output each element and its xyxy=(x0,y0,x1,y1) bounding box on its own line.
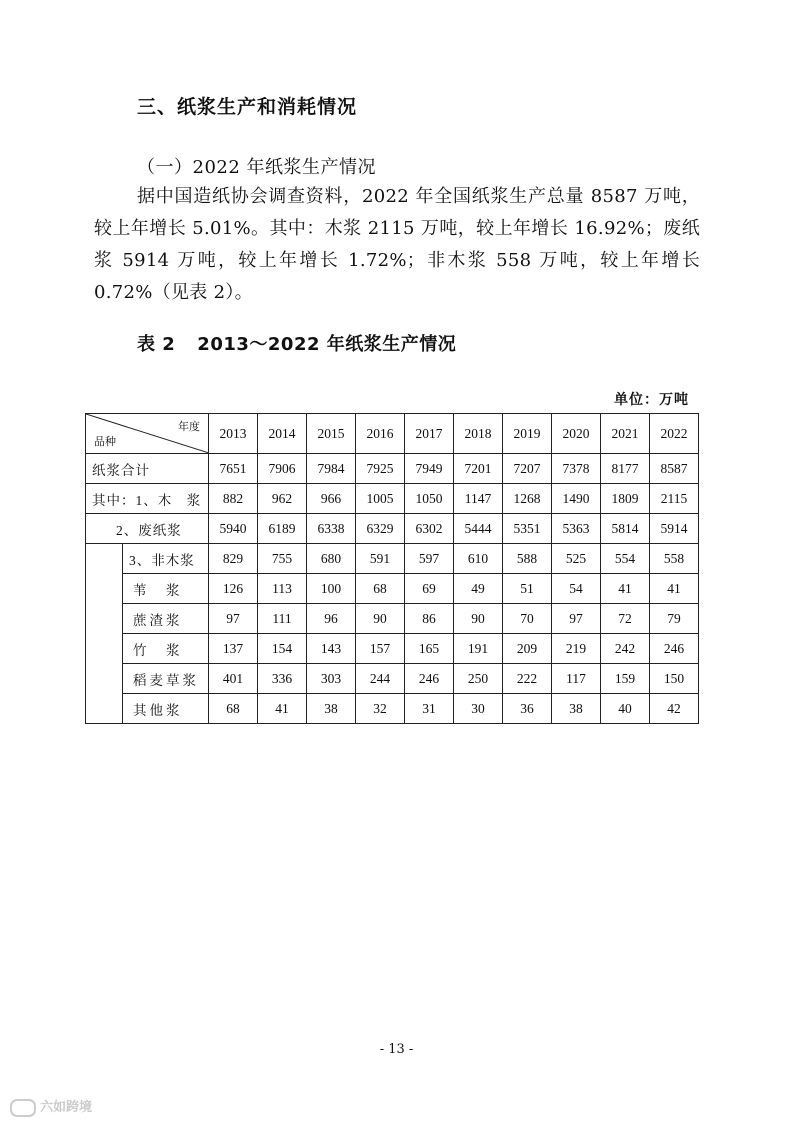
year-header-cell: 2022 xyxy=(650,414,699,454)
row-label-cell: 蔗渣浆 xyxy=(123,604,209,634)
header-kind-label: 品种 xyxy=(94,435,116,448)
table-row xyxy=(86,544,699,574)
value-cell: 31 xyxy=(405,694,454,724)
value-cell: 610 xyxy=(454,544,503,574)
value-cell: 554 xyxy=(601,544,650,574)
value-cell: 86 xyxy=(405,604,454,634)
year-header-cell: 2017 xyxy=(405,414,454,454)
value-cell: 100 xyxy=(307,574,356,604)
value-cell: 143 xyxy=(307,634,356,664)
value-cell: 6302 xyxy=(405,514,454,544)
value-cell: 1809 xyxy=(601,484,650,514)
value-cell: 90 xyxy=(356,604,405,634)
value-cell: 40 xyxy=(601,694,650,724)
value-cell: 96 xyxy=(307,604,356,634)
value-cell: 38 xyxy=(307,694,356,724)
value-cell: 597 xyxy=(405,544,454,574)
value-cell: 2115 xyxy=(650,484,699,514)
value-cell: 126 xyxy=(209,574,258,604)
value-cell: 42 xyxy=(650,694,699,724)
value-cell: 51 xyxy=(503,574,552,604)
table-row xyxy=(86,574,699,604)
value-cell: 7201 xyxy=(454,454,503,484)
value-cell: 32 xyxy=(356,694,405,724)
watermark-logo-icon xyxy=(10,1099,36,1117)
year-header-cell: 2013 xyxy=(209,414,258,454)
value-cell: 36 xyxy=(503,694,552,724)
row-label-cell: 2、废纸浆 xyxy=(86,514,209,544)
indent-cell xyxy=(86,664,123,694)
value-cell: 68 xyxy=(356,574,405,604)
value-cell: 150 xyxy=(650,664,699,694)
value-cell: 7949 xyxy=(405,454,454,484)
table-row xyxy=(86,484,699,514)
value-cell: 5940 xyxy=(209,514,258,544)
value-cell: 165 xyxy=(405,634,454,664)
value-cell: 113 xyxy=(258,574,307,604)
value-cell: 829 xyxy=(209,544,258,574)
value-cell: 157 xyxy=(356,634,405,664)
value-cell: 966 xyxy=(307,484,356,514)
value-cell: 7378 xyxy=(552,454,601,484)
value-cell: 154 xyxy=(258,634,307,664)
value-cell: 137 xyxy=(209,634,258,664)
value-cell: 117 xyxy=(552,664,601,694)
header-corner-cell xyxy=(86,414,209,454)
subsection-heading: （一）2022 年纸浆生产情况 xyxy=(137,157,377,178)
year-header-cell: 2019 xyxy=(503,414,552,454)
body-paragraph: 据中国造纸协会调查资料，2022 年全国纸浆生产总量 8587 万吨，较上年增长 5.01%。其中：木浆 2115 万吨，较上年增长 16.92%；废纸浆 5914 万吨，较上年增长 1.72%；非木浆 558 万吨，较上年增长 0.72%（见表 2）。 xyxy=(94,186,700,303)
year-header-cell: 2014 xyxy=(258,414,307,454)
value-cell: 5914 xyxy=(650,514,699,544)
table-header-row xyxy=(86,414,699,454)
value-cell: 72 xyxy=(601,604,650,634)
table-row xyxy=(86,694,699,724)
row-label-cell: 纸浆合计 xyxy=(86,454,209,484)
table-row xyxy=(86,514,699,544)
value-cell: 5444 xyxy=(454,514,503,544)
value-cell: 30 xyxy=(454,694,503,724)
value-cell: 336 xyxy=(258,664,307,694)
pulp-production-table xyxy=(85,413,699,724)
value-cell: 41 xyxy=(650,574,699,604)
value-cell: 219 xyxy=(552,634,601,664)
page-number: - 13 - xyxy=(379,1042,414,1057)
row-label-cell: 稻麦草浆 xyxy=(123,664,209,694)
value-cell: 54 xyxy=(552,574,601,604)
value-cell: 8587 xyxy=(650,454,699,484)
indent-cell xyxy=(86,604,123,634)
value-cell: 558 xyxy=(650,544,699,574)
value-cell: 246 xyxy=(405,664,454,694)
value-cell: 5351 xyxy=(503,514,552,544)
table-row xyxy=(86,604,699,634)
value-cell: 591 xyxy=(356,544,405,574)
table-unit: 单位：万吨 xyxy=(614,392,689,408)
year-header-cell: 2020 xyxy=(552,414,601,454)
header-year-label: 年度 xyxy=(178,420,200,433)
row-label-cell: 其中：1、木 浆 xyxy=(86,484,209,514)
value-cell: 1490 xyxy=(552,484,601,514)
value-cell: 882 xyxy=(209,484,258,514)
value-cell: 6329 xyxy=(356,514,405,544)
row-label-cell: 3、非木浆 xyxy=(123,544,209,574)
row-label-cell: 竹 浆 xyxy=(123,634,209,664)
value-cell: 5363 xyxy=(552,514,601,544)
value-cell: 70 xyxy=(503,604,552,634)
year-header-cell: 2016 xyxy=(356,414,405,454)
value-cell: 90 xyxy=(454,604,503,634)
value-cell: 7906 xyxy=(258,454,307,484)
value-cell: 755 xyxy=(258,544,307,574)
row-label-cell: 其他浆 xyxy=(123,694,209,724)
watermark xyxy=(10,1096,92,1117)
value-cell: 41 xyxy=(258,694,307,724)
value-cell: 69 xyxy=(405,574,454,604)
value-cell: 7651 xyxy=(209,454,258,484)
indent-cell xyxy=(86,634,123,664)
year-header-cell: 2015 xyxy=(307,414,356,454)
value-cell: 246 xyxy=(650,634,699,664)
year-header-cell: 2021 xyxy=(601,414,650,454)
indent-cell xyxy=(86,544,123,574)
value-cell: 588 xyxy=(503,544,552,574)
value-cell: 5814 xyxy=(601,514,650,544)
watermark-text: 六如跨境 xyxy=(40,1100,93,1115)
row-label-cell: 苇 浆 xyxy=(123,574,209,604)
value-cell: 97 xyxy=(552,604,601,634)
value-cell: 242 xyxy=(601,634,650,664)
value-cell: 7207 xyxy=(503,454,552,484)
value-cell: 38 xyxy=(552,694,601,724)
value-cell: 1050 xyxy=(405,484,454,514)
table-row xyxy=(86,664,699,694)
value-cell: 49 xyxy=(454,574,503,604)
year-header-cell: 2018 xyxy=(454,414,503,454)
value-cell: 97 xyxy=(209,604,258,634)
indent-cell xyxy=(86,694,123,724)
value-cell: 244 xyxy=(356,664,405,694)
table-title xyxy=(137,330,456,356)
value-cell: 8177 xyxy=(601,454,650,484)
value-cell: 209 xyxy=(503,634,552,664)
value-cell: 68 xyxy=(209,694,258,724)
value-cell: 6189 xyxy=(258,514,307,544)
value-cell: 191 xyxy=(454,634,503,664)
value-cell: 111 xyxy=(258,604,307,634)
value-cell: 79 xyxy=(650,604,699,634)
value-cell: 1147 xyxy=(454,484,503,514)
value-cell: 525 xyxy=(552,544,601,574)
section-heading: 三、纸浆生产和消耗情况 xyxy=(137,96,358,118)
indent-cell xyxy=(86,574,123,604)
value-cell: 250 xyxy=(454,664,503,694)
value-cell: 159 xyxy=(601,664,650,694)
value-cell: 7984 xyxy=(307,454,356,484)
table-caption: 2013～2022 年纸浆生产情况 xyxy=(197,334,457,355)
value-cell: 222 xyxy=(503,664,552,694)
value-cell: 1268 xyxy=(503,484,552,514)
value-cell: 303 xyxy=(307,664,356,694)
value-cell: 7925 xyxy=(356,454,405,484)
value-cell: 41 xyxy=(601,574,650,604)
value-cell: 401 xyxy=(209,664,258,694)
table-row xyxy=(86,634,699,664)
value-cell: 962 xyxy=(258,484,307,514)
value-cell: 680 xyxy=(307,544,356,574)
value-cell: 1005 xyxy=(356,484,405,514)
table-row xyxy=(86,454,699,484)
value-cell: 6338 xyxy=(307,514,356,544)
table-number: 表 2 xyxy=(137,334,176,355)
